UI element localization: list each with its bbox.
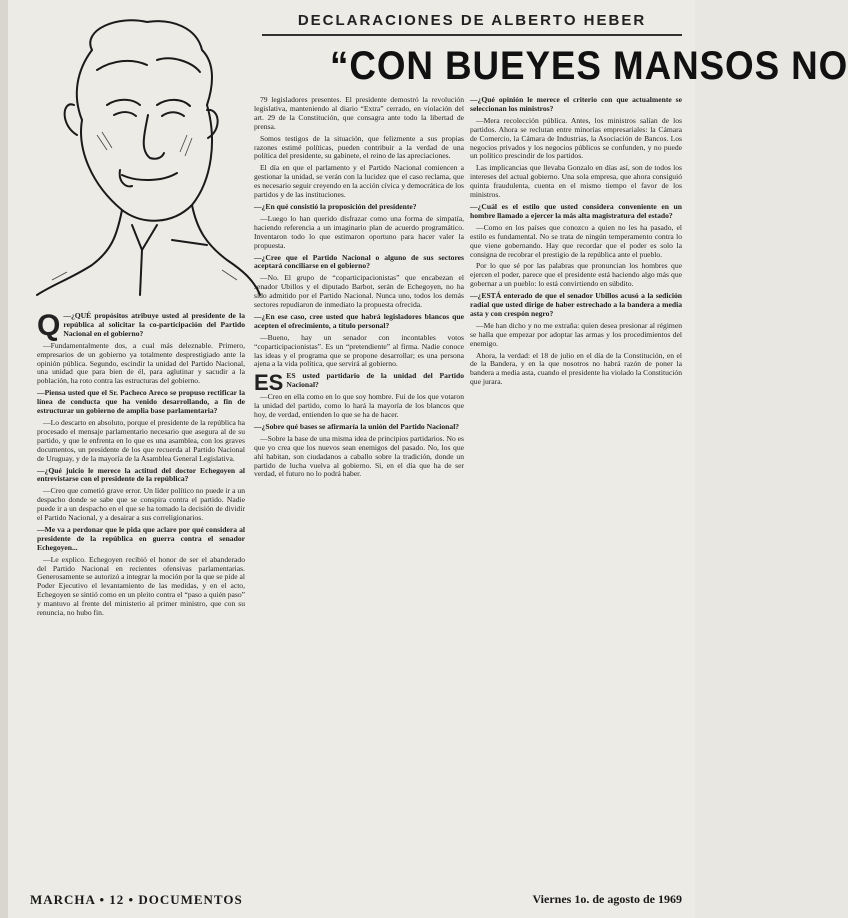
answer-6: —No. El grupo de “coparticipacionistas” que encabezan el senador Ubillos y el diputado Barbot, serán de Echegoyen, no ha sido admitido por el Partido Nacional. Nunca uno, todos los demás sectores repudiaron de inmediato la propuesta ofrecida. <box>254 273 464 310</box>
question-11: —¿Cuál es el estilo que usted considera conveniente en un hombre llamado a ejercer la más alta magistratura del estado? <box>470 201 682 220</box>
answer-2: —Lo descarto en absoluto, porque el presidente de la república ha procesado el mensaje parlamentario necesario que asegura al de su partido, y que le enfrenta en lo que es una asamblea, con los graves documentos, un presidente de los que recuerda al Partido Nacional de Uruguay, y de la mayoría de la Asamblea General Legislativa. <box>37 417 245 463</box>
question-4: —Me va a perdonar que le pida que aclare por qué considera al presidente de la república en guerra contra el senador Echegoyen... <box>37 524 245 552</box>
answer-7: —Bueno, hay un senador con incontables votos “coparticipacionistas”. Es un “pretendiente” al firma. Nadie conoce las ideas y el programa que se propone desarrollar; es una persona ajena a la vida política, que servirá al gobierno. <box>254 332 464 369</box>
answer-11: —Como en los países que conozco a quien no les ha pasado, el estilo es fundamental. No se trata de ningún temperamento contra lo que viene gobernando. Hay que recordar que el poder es solo la consigna de recobrar el prestigio de la república ante el pueblo. <box>470 222 682 259</box>
question-12: —¿ESTÁ enterado de que el senador Ubillos acusó a la sedición radial que usted dirige de haber estrechado a la bandera a media asta y con crespón negro? <box>470 291 682 318</box>
answer-4: —Le explico. Echegoyen recibió el honor de ser el abanderado del Partido Nacional en recientes ofensivas parlamentarias. Generosamente se autorizó a integrar la moción por la que se pide al Poder Ejecutivo el levantamiento de las medidas, y en el acto, Echegoyen se sintió como en un pleito contra el “paso a quién paso” y mantuvo al frente del ministerio al primer ministro, que con su renuncia, no hubo fin. <box>37 554 245 618</box>
drop-cap: Q <box>37 309 61 342</box>
paragraph: Por lo que sé por las palabras que pronuncian los hombres que ejercen el poder, parece que el presidente está haciendo algo más que gobernar a un pueblo: lo está convirtiendo en súbdito. <box>470 261 682 289</box>
answer-10: —Mera recolección pública. Antes, los ministros salían de los partidos. Ahora se reclutan entre minorías empresariales: la Cámara de Comercio, la Cámara de Industrias, la Asociación de Bancos. Los negocios privados y los negocios públicos se confunden, y no puede un político prescindir de los partidos. <box>470 115 682 161</box>
footer-section: MARCHA • 12 • DOCUMENTOS <box>30 892 243 907</box>
answer-5: —Luego lo han querido disfrazar como una forma de simpatía, haciendo referencia a un imaginario plan de acuerdo programático. Inventaron todo lo que estimaron oportuno para hacer valer la propuesta. <box>254 213 464 250</box>
article-column-3 <box>470 96 682 884</box>
kicker-rule <box>262 34 682 36</box>
article-kicker: DECLARACIONES DE ALBERTO HEBER <box>297 12 647 29</box>
page-footer <box>30 892 690 912</box>
paragraph: El día en que el parlamento y el Partido Nacional comiencen a gestionar la unidad, se verán con la lucidez que el caso reclama, que es necesario seguir creyendo en la acción cívica y democrática de los partidos y de las instituciones. <box>254 163 464 200</box>
question-7: —¿En ese caso, cree usted que habrá legisladores blancos que acepten el ofrecimiento, a título personal? <box>254 311 464 330</box>
question-5: —¿En qué consistió la proposición del presidente? <box>254 201 417 211</box>
page-edge-shadow <box>0 0 8 918</box>
paragraph: Ahora, la verdad: el 18 de julio en el día de la Constitución, en el de la Bandera, y en la que nosotros no habrá razón de poner la bandera a media asta, cuando el presidente ha violado la Constitución que jurara. <box>470 350 682 387</box>
article-headline: “CON BUEYES MANSOS NO <box>330 44 848 88</box>
paragraph: Las implicancias que llevaba Gonzalo en días así, son de todos los intereses del actual gobierno. Una sola empresa, que ahora consiguió quinta fraudulenta, cuenta en el mismo tiempo el favor de los ministros. <box>470 163 682 200</box>
paragraph: Somos testigos de la situación, que felizmente a sus propias razones estimé políticas, pueden contribuir a la verdad de una política del presidente, su gabinete, el reino de las apreciaciones. <box>254 133 464 161</box>
question-1: Q —¿QUÉ propósitos atribuye usted al presidente de la república al solicitar la co-participación del Partido Nacional en el gobierno? <box>37 309 245 342</box>
answer-3: —Creo que cometió grave error. Un líder político no puede ir a un despacho donde se sabe que se conspira contra el partido. Nadie puede ir a un despacho en el que se ha tomado la decisión de dividir el Partido Nacional, y a desairar a sus correligionarios. <box>37 486 245 523</box>
question-2: —Piensa usted que el Sr. Pacheco Areco se propuso rectificar la línea de conducta que ha venido desarrollando, a fin de estructurar un gobierno de amplia base parlamentaria? <box>37 388 245 416</box>
question-6: —¿Cree que el Partido Nacional o alguno de sus sectores aceptará conciliarse en el gobierno? <box>254 252 464 271</box>
article-column-1 <box>37 309 245 884</box>
footer-date: Viernes 1o. de agosto de 1969 <box>532 892 682 906</box>
answer-8: —Creo en ella como en lo que soy hombre. Fui de los que votaron la unidad del partido, como lo hará la mayoría de los blancos que hoy, de verdad, entienden lo que se ha de hacer. <box>254 392 464 419</box>
paragraph: 79 legisladores presentes. El presidente demostró la revolución legislativa, manteniendo al diario “Extra” cerrado, en violación del art. 29 de la Constitución, que consagra ante todo la libertad de prensa. <box>254 95 464 131</box>
drop-cap: ES <box>254 370 284 396</box>
answer-9: —Sobre la base de una misma idea de principios partidarios. No es que yo crea que los nuevos sean enemigos del pasado. No, los que ahí habitan, son ciudadanos a caballo sobre la tradición, donde un partido de lucha vuelva al gobierno. Si, en el día que ha de ser verdad, el futuro no lo podrá haber. <box>254 433 464 479</box>
question-10: —¿Qué opinión le merece el criterio con que actualmente se seleccionan los ministros? <box>470 95 682 113</box>
question-3: —¿Qué juicio le merece la actitud del doctor Echegoyen al entrevistarse con el presidente de la república? <box>37 465 245 484</box>
answer-12: —Me han dicho y no me extraña: quien desea presionar al régimen se halla que empezar por adoptar las armas y los procedimientos del enemigo. <box>470 320 682 348</box>
article-column-2 <box>254 96 464 884</box>
answer-1: —Fundamentalmente dos, a cual más deleznable. Primero, empresarios de un gobierno ya totalmente desprestigiado ante la opinión pública. Segundo, escindir la unidad del Partido Nacional, una unidad que para bien de él, para aglutinar y sacudir a la población, ha roto contra las estructuras del gobierno. <box>37 340 245 386</box>
caricature-illustration <box>22 10 262 300</box>
question-9: —¿Sobre qué bases se afirmaría la unión del Partido Nacional? <box>254 421 460 431</box>
question-8: ES ES usted partidario de la unidad del Partido Nacional? <box>254 370 464 396</box>
